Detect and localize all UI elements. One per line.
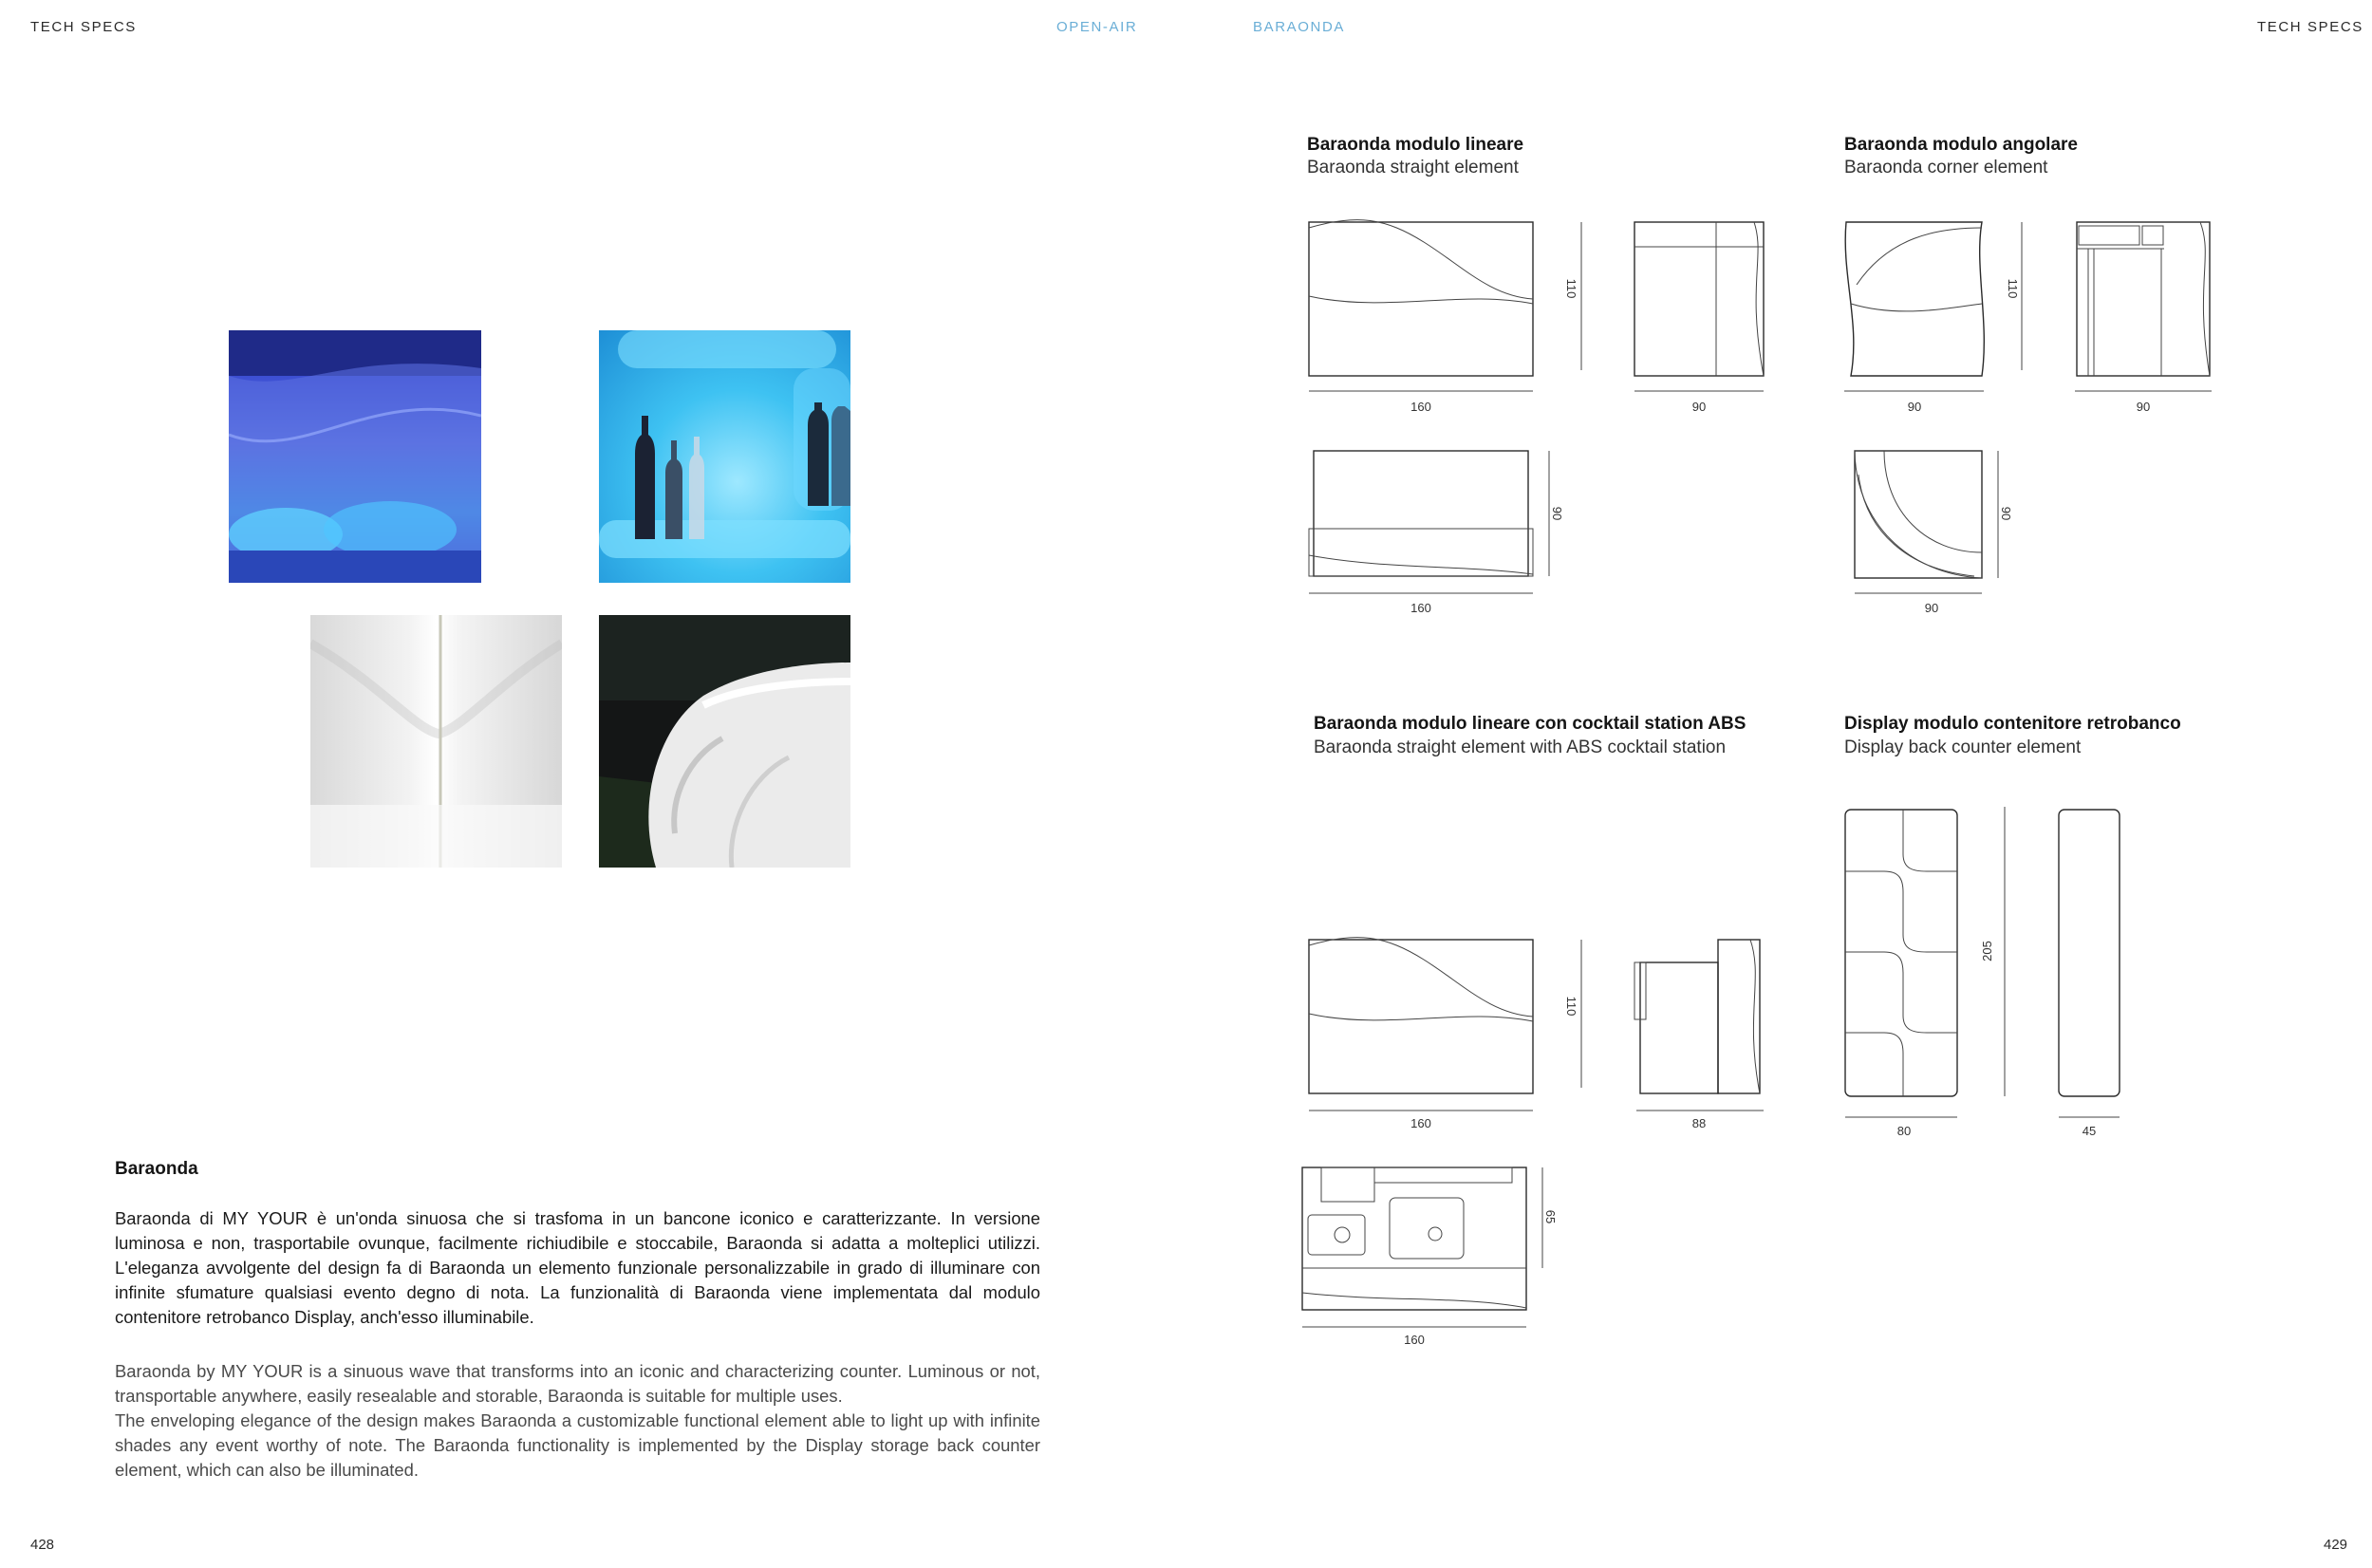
- corner-side-width-label: 90: [2136, 400, 2151, 414]
- corner-title-en: Baraonda corner element: [1844, 158, 2048, 177]
- page-number-right: 429: [2324, 1537, 2348, 1553]
- straight-title-en: Baraonda straight element: [1307, 158, 1519, 177]
- corner-front-view: [1844, 222, 2022, 414]
- straight-side-width-label: 90: [1691, 400, 1707, 414]
- straight-title-it: Baraonda modulo lineare: [1307, 135, 1524, 155]
- product-title: Baraonda: [115, 1159, 198, 1179]
- corner-front-width-label: 90: [1907, 400, 1922, 414]
- display-title-it: Display modulo contenitore retrobanco: [1844, 714, 2181, 734]
- corner-top-width-label: 90: [1924, 601, 1939, 615]
- corner-top-depth-label: 90: [1999, 506, 2013, 521]
- display-front-width-label: 80: [1896, 1124, 1912, 1138]
- cocktail-side-view: [1634, 940, 1764, 1130]
- display-title-en: Display back counter element: [1844, 737, 2082, 757]
- description-italian: Baraonda di MY YOUR è un'onda sinuosa che si trasfoma in un bancone iconico e caratterizzante. In versione luminosa e non, trasportabile ovunque, facilmente richiudibile e stoccabile, Baraonda si adatta a molteplici utilizzi. L'eleganza avvolgente del design fa di Baraonda un elemento funzionale personalizzabile in grado di illuminare con infinite sfumature qualsiasi evento degno di nota. La funzionalità di Baraonda viene implementata dal modulo contenitore retrobanco Display, anch'esso illuminabile.: [115, 1208, 1040, 1327]
- display-height-label: 205: [1980, 941, 1994, 961]
- description-english-p1: Baraonda by MY YOUR is a sinuous wave that transforms into an iconic and characterizing counter. Luminous or not, transportable anywhere, easily resealable and storable, Baraonda is suitable for multiple uses.: [115, 1361, 1040, 1406]
- header-section-label: OPEN-AIR: [1056, 19, 1138, 35]
- cocktail-top-width-label: 160: [1404, 1333, 1425, 1347]
- straight-front-height-label: 110: [1564, 278, 1578, 299]
- cocktail-top-view: [1302, 1167, 1558, 1347]
- display-front-view: [1845, 807, 2005, 1138]
- cocktail-front-view: [1309, 938, 1581, 1130]
- cocktail-title-en: Baraonda straight element with ABS cocktail station: [1314, 737, 1727, 757]
- header-product-label: BARAONDA: [1253, 19, 1345, 35]
- straight-top-width-label: 160: [1410, 601, 1431, 615]
- straight-side-view: [1634, 222, 1764, 414]
- cocktail-front-width-label: 160: [1410, 1116, 1431, 1130]
- corner-side-view: [2075, 222, 2212, 414]
- corner-front-height-label: 110: [2006, 278, 2020, 299]
- straight-top-depth-label: 90: [1550, 506, 1564, 521]
- display-side-view: [2059, 810, 2120, 1138]
- header-right-label: TECH SPECS: [2257, 19, 2363, 35]
- header-left-label: TECH SPECS: [30, 19, 137, 35]
- cocktail-top-depth-label: 65: [1543, 1209, 1558, 1224]
- corner-top-view: [1855, 451, 2013, 615]
- cocktail-side-width-label: 88: [1691, 1116, 1707, 1130]
- straight-front-width-label: 160: [1410, 400, 1431, 414]
- cocktail-title-it: Baraonda modulo lineare con cocktail station ABS: [1314, 714, 1746, 734]
- cocktail-front-height-label: 110: [1564, 996, 1578, 1017]
- description-english-p2: The enveloping elegance of the design makes Baraonda a customizable functional element able to light up with infinite shades any event worthy of note. The Baraonda functionality is implemented by the Display storage back counter element, which can also be illuminated.: [115, 1410, 1040, 1480]
- straight-front-view: [1309, 220, 1581, 414]
- page-number-left: 428: [30, 1537, 55, 1553]
- corner-title-it: Baraonda modulo angolare: [1844, 135, 2078, 155]
- straight-top-view: [1309, 451, 1564, 615]
- display-side-width-label: 45: [2082, 1124, 2097, 1138]
